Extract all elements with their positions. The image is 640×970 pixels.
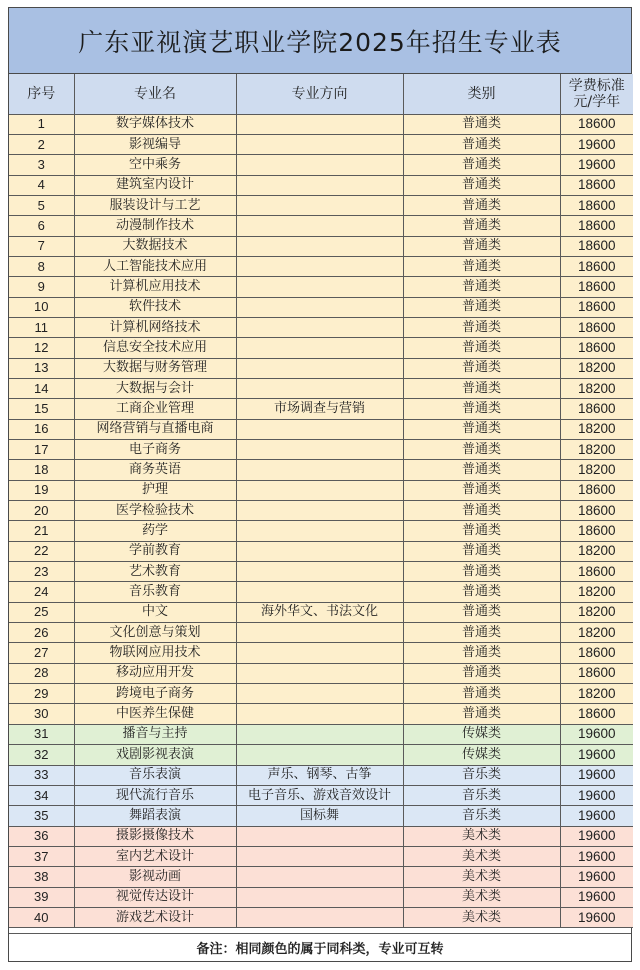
cell-category: 普通类 (403, 114, 560, 134)
cell-no: 35 (9, 806, 74, 826)
cell-fee: 19600 (560, 806, 633, 826)
cell-major: 药学 (74, 521, 236, 541)
table-header-row (9, 74, 633, 114)
cell-category: 普通类 (403, 358, 560, 378)
cell-major: 医学检验技术 (74, 501, 236, 521)
cell-category: 普通类 (403, 562, 560, 582)
cell-no: 33 (9, 765, 74, 785)
cell-category: 普通类 (403, 521, 560, 541)
cell-category: 普通类 (403, 277, 560, 297)
table-row (9, 745, 633, 765)
cell-fee: 18600 (560, 399, 633, 419)
cell-direction (236, 256, 403, 276)
cell-no: 11 (9, 317, 74, 337)
cell-category: 美术类 (403, 826, 560, 846)
cell-fee: 19600 (560, 765, 633, 785)
cell-major: 现代流行音乐 (74, 785, 236, 805)
cell-category: 普通类 (403, 338, 560, 358)
cell-fee: 18600 (560, 175, 633, 195)
cell-fee: 18600 (560, 480, 633, 500)
cell-major: 工商企业管理 (74, 399, 236, 419)
cell-direction (236, 643, 403, 663)
cell-direction (236, 582, 403, 602)
cell-no: 16 (9, 419, 74, 439)
cell-major: 护理 (74, 480, 236, 500)
table-row (9, 277, 633, 297)
table-row (9, 541, 633, 561)
table-row (9, 785, 633, 805)
cell-no: 34 (9, 785, 74, 805)
cell-direction: 声乐、钢琴、古筝 (236, 765, 403, 785)
cell-fee: 18600 (560, 317, 633, 337)
table-row (9, 195, 633, 215)
table-row (9, 236, 633, 256)
cell-fee: 19600 (560, 907, 633, 927)
cell-direction (236, 419, 403, 439)
cell-no: 26 (9, 623, 74, 643)
cell-major: 大数据与财务管理 (74, 358, 236, 378)
cell-no: 39 (9, 887, 74, 907)
table-row (9, 602, 633, 622)
cell-category: 普通类 (403, 602, 560, 622)
cell-major: 文化创意与策划 (74, 623, 236, 643)
cell-direction (236, 684, 403, 704)
cell-category: 普通类 (403, 297, 560, 317)
cell-fee: 18600 (560, 704, 633, 724)
cell-no: 36 (9, 826, 74, 846)
table-row (9, 501, 633, 521)
cell-direction (236, 114, 403, 134)
cell-no: 5 (9, 195, 74, 215)
cell-fee: 18600 (560, 562, 633, 582)
cell-fee: 18600 (560, 256, 633, 276)
cell-category: 普通类 (403, 216, 560, 236)
cell-no: 19 (9, 480, 74, 500)
table-row (9, 867, 633, 887)
header-fee-line1: 学费标准 (568, 77, 625, 94)
cell-direction (236, 358, 403, 378)
cell-fee: 18600 (560, 338, 633, 358)
table-row (9, 419, 633, 439)
cell-no: 3 (9, 155, 74, 175)
cell-direction (236, 236, 403, 256)
cell-category: 普通类 (403, 419, 560, 439)
table-row (9, 765, 633, 785)
cell-direction (236, 826, 403, 846)
table-row (9, 806, 633, 826)
cell-major: 软件技术 (74, 297, 236, 317)
cell-direction (236, 134, 403, 154)
cell-direction: 海外华文、书法文化 (236, 602, 403, 622)
table-row (9, 562, 633, 582)
cell-no: 12 (9, 338, 74, 358)
cell-fee: 18200 (560, 541, 633, 561)
cell-major: 影视编导 (74, 134, 236, 154)
table-row (9, 480, 633, 500)
cell-fee: 18200 (560, 460, 633, 480)
cell-fee: 19600 (560, 846, 633, 866)
cell-direction (236, 175, 403, 195)
cell-major: 商务英语 (74, 460, 236, 480)
cell-direction (236, 460, 403, 480)
cell-no: 10 (9, 297, 74, 317)
cell-no: 8 (9, 256, 74, 276)
cell-direction (236, 562, 403, 582)
header-major: 专业名 (74, 74, 236, 114)
table-row (9, 297, 633, 317)
cell-direction (236, 277, 403, 297)
cell-fee: 19600 (560, 785, 633, 805)
cell-major: 音乐教育 (74, 582, 236, 602)
cell-no: 2 (9, 134, 74, 154)
cell-fee: 18600 (560, 277, 633, 297)
cell-fee: 19600 (560, 134, 633, 154)
table-row (9, 378, 633, 398)
cell-major: 数字媒体技术 (74, 114, 236, 134)
cell-fee: 18600 (560, 297, 633, 317)
cell-fee: 18600 (560, 195, 633, 215)
cell-category: 普通类 (403, 440, 560, 460)
cell-no: 31 (9, 724, 74, 744)
cell-no: 28 (9, 663, 74, 683)
table-row (9, 582, 633, 602)
header-fee (560, 74, 633, 114)
cell-no: 37 (9, 846, 74, 866)
cell-major: 跨境电子商务 (74, 684, 236, 704)
cell-no: 22 (9, 541, 74, 561)
table-row (9, 256, 633, 276)
cell-major: 学前教育 (74, 541, 236, 561)
table-row (9, 155, 633, 175)
cell-direction (236, 541, 403, 561)
cell-direction (236, 887, 403, 907)
table-row (9, 643, 633, 663)
cell-fee: 18600 (560, 501, 633, 521)
cell-fee: 18200 (560, 440, 633, 460)
cell-direction (236, 663, 403, 683)
cell-major: 空中乘务 (74, 155, 236, 175)
table-row (9, 521, 633, 541)
cell-no: 15 (9, 399, 74, 419)
table-row (9, 704, 633, 724)
cell-category: 传媒类 (403, 745, 560, 765)
cell-fee: 18200 (560, 419, 633, 439)
cell-category: 普通类 (403, 175, 560, 195)
table-row (9, 216, 633, 236)
table-row (9, 663, 633, 683)
cell-direction (236, 501, 403, 521)
cell-category: 普通类 (403, 256, 560, 276)
cell-direction (236, 724, 403, 744)
cell-direction (236, 216, 403, 236)
cell-category: 美术类 (403, 887, 560, 907)
page-title: 广东亚视演艺职业学院2025年招生专业表 (9, 8, 631, 74)
cell-direction (236, 907, 403, 927)
cell-direction (236, 521, 403, 541)
cell-major: 艺术教育 (74, 562, 236, 582)
cell-no: 9 (9, 277, 74, 297)
cell-fee: 18200 (560, 602, 633, 622)
cell-major: 影视动画 (74, 867, 236, 887)
cell-major: 移动应用开发 (74, 663, 236, 683)
table-row (9, 887, 633, 907)
cell-major: 服装设计与工艺 (74, 195, 236, 215)
footer-note: 备注：相同颜色的属于同科类，专业可互转 (9, 933, 631, 961)
cell-fee: 19600 (560, 724, 633, 744)
cell-major: 舞蹈表演 (74, 806, 236, 826)
cell-direction: 电子音乐、游戏音效设计 (236, 785, 403, 805)
cell-no: 4 (9, 175, 74, 195)
cell-fee: 19600 (560, 155, 633, 175)
cell-major: 人工智能技术应用 (74, 256, 236, 276)
cell-no: 1 (9, 114, 74, 134)
cell-category: 普通类 (403, 460, 560, 480)
cell-fee: 18200 (560, 358, 633, 378)
table-row (9, 440, 633, 460)
cell-major: 建筑室内设计 (74, 175, 236, 195)
cell-fee: 18600 (560, 663, 633, 683)
table-row (9, 114, 633, 134)
cell-category: 普通类 (403, 480, 560, 500)
cell-category: 音乐类 (403, 765, 560, 785)
cell-category: 普通类 (403, 704, 560, 724)
cell-direction (236, 745, 403, 765)
cell-no: 13 (9, 358, 74, 378)
cell-category: 普通类 (403, 541, 560, 561)
table-row (9, 623, 633, 643)
cell-category: 美术类 (403, 907, 560, 927)
cell-fee: 18200 (560, 684, 633, 704)
cell-direction (236, 378, 403, 398)
cell-direction: 国标舞 (236, 806, 403, 826)
cell-major: 网络营销与直播电商 (74, 419, 236, 439)
cell-no: 23 (9, 562, 74, 582)
table-row (9, 724, 633, 744)
cell-major: 游戏艺术设计 (74, 907, 236, 927)
cell-direction (236, 338, 403, 358)
cell-no: 27 (9, 643, 74, 663)
cell-category: 普通类 (403, 663, 560, 683)
cell-direction (236, 867, 403, 887)
cell-no: 40 (9, 907, 74, 927)
cell-category: 传媒类 (403, 724, 560, 744)
table-row (9, 338, 633, 358)
cell-no: 21 (9, 521, 74, 541)
table-row (9, 134, 633, 154)
cell-direction (236, 846, 403, 866)
majors-table (9, 74, 633, 928)
cell-category: 普通类 (403, 155, 560, 175)
cell-direction (236, 480, 403, 500)
table-row (9, 460, 633, 480)
cell-major: 计算机网络技术 (74, 317, 236, 337)
cell-category: 音乐类 (403, 806, 560, 826)
cell-major: 电子商务 (74, 440, 236, 460)
cell-category: 普通类 (403, 378, 560, 398)
cell-direction (236, 623, 403, 643)
cell-direction (236, 704, 403, 724)
cell-major: 大数据技术 (74, 236, 236, 256)
cell-no: 30 (9, 704, 74, 724)
cell-no: 38 (9, 867, 74, 887)
enrollment-sheet (8, 7, 632, 962)
cell-no: 7 (9, 236, 74, 256)
table-row (9, 684, 633, 704)
cell-major: 计算机应用技术 (74, 277, 236, 297)
cell-no: 24 (9, 582, 74, 602)
cell-major: 中医养生保健 (74, 704, 236, 724)
table-row (9, 907, 633, 927)
cell-category: 普通类 (403, 317, 560, 337)
header-fee-line2: 元/学年 (573, 93, 621, 110)
cell-category: 普通类 (403, 236, 560, 256)
cell-direction (236, 195, 403, 215)
cell-category: 普通类 (403, 643, 560, 663)
table-row (9, 317, 633, 337)
cell-major: 信息安全技术应用 (74, 338, 236, 358)
cell-direction: 市场调查与营销 (236, 399, 403, 419)
cell-fee: 18600 (560, 114, 633, 134)
cell-no: 32 (9, 745, 74, 765)
cell-fee: 18600 (560, 643, 633, 663)
cell-direction (236, 440, 403, 460)
cell-fee: 18200 (560, 623, 633, 643)
cell-direction (236, 155, 403, 175)
cell-major: 动漫制作技术 (74, 216, 236, 236)
cell-major: 室内艺术设计 (74, 846, 236, 866)
cell-major: 物联网应用技术 (74, 643, 236, 663)
table-body (9, 114, 633, 928)
cell-fee: 19600 (560, 745, 633, 765)
cell-major: 音乐表演 (74, 765, 236, 785)
cell-major: 中文 (74, 602, 236, 622)
cell-no: 25 (9, 602, 74, 622)
table-row (9, 358, 633, 378)
cell-no: 14 (9, 378, 74, 398)
cell-fee: 19600 (560, 867, 633, 887)
cell-no: 18 (9, 460, 74, 480)
header-no: 序号 (9, 74, 74, 114)
table-row (9, 846, 633, 866)
cell-no: 17 (9, 440, 74, 460)
header-category: 类别 (403, 74, 560, 114)
cell-no: 20 (9, 501, 74, 521)
cell-category: 普通类 (403, 134, 560, 154)
cell-category: 普通类 (403, 399, 560, 419)
cell-category: 普通类 (403, 623, 560, 643)
cell-major: 戏剧影视表演 (74, 745, 236, 765)
table-row (9, 175, 633, 195)
cell-no: 29 (9, 684, 74, 704)
table-row (9, 826, 633, 846)
cell-fee: 18600 (560, 236, 633, 256)
cell-category: 美术类 (403, 867, 560, 887)
cell-direction (236, 317, 403, 337)
cell-category: 普通类 (403, 501, 560, 521)
table-row (9, 399, 633, 419)
cell-category: 普通类 (403, 684, 560, 704)
cell-fee: 18600 (560, 216, 633, 236)
cell-no: 6 (9, 216, 74, 236)
cell-category: 美术类 (403, 846, 560, 866)
header-direction: 专业方向 (236, 74, 403, 114)
cell-major: 视觉传达设计 (74, 887, 236, 907)
cell-fee: 19600 (560, 887, 633, 907)
cell-major: 摄影摄像技术 (74, 826, 236, 846)
cell-category: 音乐类 (403, 785, 560, 805)
cell-fee: 18200 (560, 378, 633, 398)
cell-category: 普通类 (403, 195, 560, 215)
cell-fee: 19600 (560, 826, 633, 846)
cell-major: 播音与主持 (74, 724, 236, 744)
cell-fee: 18600 (560, 521, 633, 541)
cell-category: 普通类 (403, 582, 560, 602)
cell-fee: 18200 (560, 582, 633, 602)
cell-direction (236, 297, 403, 317)
cell-major: 大数据与会计 (74, 378, 236, 398)
